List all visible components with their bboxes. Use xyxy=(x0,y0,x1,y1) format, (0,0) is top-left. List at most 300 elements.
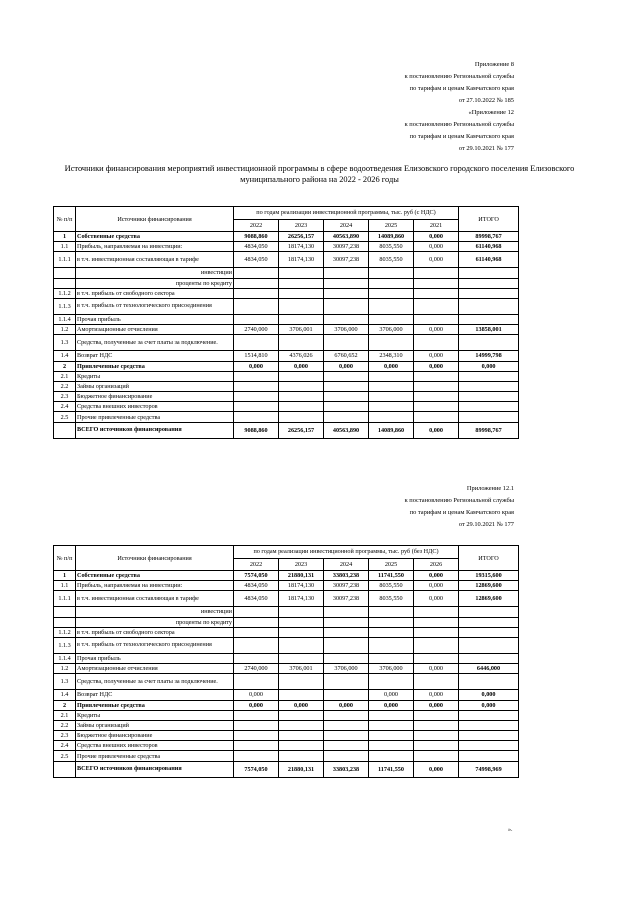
table-row xyxy=(54,761,519,777)
total-cell: 61140,968 xyxy=(459,242,519,252)
value-cell xyxy=(279,653,324,663)
total-cell xyxy=(459,298,519,314)
year-cell: 2024 xyxy=(324,219,369,232)
value-cell xyxy=(279,741,324,751)
value-cell xyxy=(279,278,324,288)
value-cell xyxy=(414,381,459,391)
total-cell xyxy=(459,314,519,324)
total-cell xyxy=(459,381,519,391)
value-cell xyxy=(279,314,324,324)
row-label: Амортизационные отчисления xyxy=(76,325,234,335)
total-cell xyxy=(459,371,519,381)
total-cell xyxy=(459,674,519,690)
row-label: в т.ч. прибыль от свободного сектора xyxy=(76,288,234,298)
row-number: 1.1.4 xyxy=(54,314,76,324)
value-cell xyxy=(369,335,414,351)
row-label: в т.ч. инвестиционная составляющая в тарифе xyxy=(76,591,234,607)
total-cell xyxy=(459,637,519,653)
value-cell xyxy=(369,412,414,422)
value-cell xyxy=(369,314,414,324)
row-number: 2.4 xyxy=(54,741,76,751)
value-cell: 0,000 xyxy=(414,761,459,777)
value-cell xyxy=(279,371,324,381)
total-cell xyxy=(459,288,519,298)
value-cell: 3706,001 xyxy=(279,325,324,335)
value-cell xyxy=(369,617,414,627)
value-cell xyxy=(324,627,369,637)
value-cell xyxy=(234,371,279,381)
header-line: Приложение 12.1 xyxy=(466,485,514,492)
value-cell xyxy=(369,371,414,381)
value-cell: 18174,130 xyxy=(279,591,324,607)
total-cell: 74998,969 xyxy=(459,761,519,777)
row-number: 1.1.3 xyxy=(54,637,76,653)
value-cell: 33803,238 xyxy=(324,761,369,777)
value-cell xyxy=(414,278,459,288)
row-label: проценты по кредиту xyxy=(76,278,234,288)
row-label: Прочие привлеченные средства xyxy=(76,751,234,761)
value-cell xyxy=(369,637,414,653)
row-number: 2.2 xyxy=(54,381,76,391)
table-row xyxy=(54,664,519,674)
value-cell xyxy=(369,751,414,761)
value-cell: 0,000 xyxy=(414,571,459,581)
row-number: 2.1 xyxy=(54,710,76,720)
table-row xyxy=(54,314,519,324)
table-row xyxy=(54,617,519,627)
row-number: 1.2 xyxy=(54,325,76,335)
table-row xyxy=(54,700,519,710)
value-cell xyxy=(324,371,369,381)
value-cell xyxy=(279,392,324,402)
row-label: в т.ч. прибыль от свободного сектора xyxy=(76,627,234,637)
row-number: 1 xyxy=(54,232,76,242)
row-label: ВСЕГО источников финансирования xyxy=(76,761,234,777)
row-label: инвестиции xyxy=(76,268,234,278)
total-cell: 0,000 xyxy=(459,361,519,371)
row-label: Бюджетное финансирование xyxy=(76,392,234,402)
header-line: от 29.10.2021 № 177 xyxy=(458,521,514,528)
value-cell xyxy=(414,314,459,324)
header-col-total: ИТОГО xyxy=(459,207,519,232)
value-cell xyxy=(414,371,459,381)
value-cell xyxy=(279,710,324,720)
value-cell xyxy=(279,751,324,761)
total-cell xyxy=(459,710,519,720)
table-row xyxy=(54,402,519,412)
header-col-source: Источники финансирования xyxy=(76,207,234,232)
value-cell xyxy=(279,607,324,617)
total-cell: 13858,001 xyxy=(459,325,519,335)
total-cell: 0,000 xyxy=(459,700,519,710)
header-line: по тарифам и ценам Камчатского края xyxy=(409,85,514,92)
row-number: 1.1.4 xyxy=(54,653,76,663)
value-cell xyxy=(324,392,369,402)
appendix-header-8 xyxy=(405,59,514,155)
row-label: инвестиции xyxy=(76,607,234,617)
value-cell xyxy=(369,674,414,690)
value-cell xyxy=(414,268,459,278)
row-label: Привлеченные средства xyxy=(76,700,234,710)
value-cell xyxy=(234,751,279,761)
value-cell xyxy=(324,607,369,617)
year-cell: 2026 xyxy=(414,558,459,571)
row-label: Прочие привлеченные средства xyxy=(76,412,234,422)
row-label: Займы организаций xyxy=(76,720,234,730)
value-cell xyxy=(234,412,279,422)
row-label: Займы организаций xyxy=(76,381,234,391)
value-cell: 8035,550 xyxy=(369,242,414,252)
value-cell: 4834,050 xyxy=(234,252,279,268)
row-number: 1.1 xyxy=(54,581,76,591)
total-cell xyxy=(459,412,519,422)
value-cell xyxy=(324,268,369,278)
value-cell: 0,000 xyxy=(234,700,279,710)
value-cell: 30097,238 xyxy=(324,252,369,268)
total-cell xyxy=(459,268,519,278)
table-row xyxy=(54,381,519,391)
value-cell: 21880,131 xyxy=(279,571,324,581)
header-col-years: по годам реализации инвестиционной программы, тыс. руб (без НДС) xyxy=(234,546,459,559)
value-cell xyxy=(234,335,279,351)
value-cell xyxy=(414,298,459,314)
value-cell xyxy=(369,288,414,298)
total-cell xyxy=(459,653,519,663)
table-row xyxy=(54,581,519,591)
value-cell: 0,000 xyxy=(279,361,324,371)
value-cell: 11741,550 xyxy=(369,761,414,777)
table-row xyxy=(54,298,519,314)
total-cell xyxy=(459,741,519,751)
value-cell xyxy=(234,720,279,730)
value-cell: 8035,550 xyxy=(369,581,414,591)
value-cell: 0,000 xyxy=(234,361,279,371)
table-row xyxy=(54,637,519,653)
value-cell xyxy=(234,653,279,663)
table-row xyxy=(54,607,519,617)
table-row xyxy=(54,751,519,761)
table-row xyxy=(54,591,519,607)
value-cell: 21880,131 xyxy=(279,761,324,777)
value-cell: 0,000 xyxy=(369,700,414,710)
value-cell xyxy=(324,278,369,288)
value-cell: 6760,652 xyxy=(324,351,369,361)
value-cell: 0,000 xyxy=(414,232,459,242)
year-cell: 2025 xyxy=(369,219,414,232)
header-line: по тарифам и ценам Камчатского края xyxy=(409,133,514,140)
value-cell: 0,000 xyxy=(414,351,459,361)
table-row xyxy=(54,242,519,252)
total-cell: 61140,968 xyxy=(459,252,519,268)
value-cell: 18174,130 xyxy=(279,242,324,252)
value-cell: 0,000 xyxy=(414,422,459,438)
row-number: 1.4 xyxy=(54,351,76,361)
value-cell: 4834,050 xyxy=(234,581,279,591)
row-number: 1.1.1 xyxy=(54,591,76,607)
value-cell xyxy=(279,288,324,298)
value-cell xyxy=(324,710,369,720)
table-row xyxy=(54,412,519,422)
row-label: проценты по кредиту xyxy=(76,617,234,627)
value-cell: 0,000 xyxy=(369,690,414,700)
value-cell xyxy=(279,731,324,741)
value-cell xyxy=(324,653,369,663)
row-number xyxy=(54,761,76,777)
table-body xyxy=(54,207,519,439)
total-cell: 89998,767 xyxy=(459,422,519,438)
value-cell xyxy=(324,288,369,298)
value-cell xyxy=(234,617,279,627)
row-label: Собственные средства xyxy=(76,571,234,581)
value-cell xyxy=(234,314,279,324)
row-label: Средства внешних инвесторов xyxy=(76,741,234,751)
value-cell xyxy=(369,710,414,720)
header-col-number: № п/п xyxy=(54,207,76,232)
value-cell: 40563,890 xyxy=(324,232,369,242)
value-cell xyxy=(414,607,459,617)
value-cell: 4834,050 xyxy=(234,242,279,252)
value-cell xyxy=(324,690,369,700)
value-cell: 2348,310 xyxy=(369,351,414,361)
value-cell xyxy=(234,288,279,298)
header-col-source: Источники финансирования xyxy=(76,546,234,571)
value-cell xyxy=(369,607,414,617)
table-row xyxy=(54,335,519,351)
value-cell xyxy=(324,751,369,761)
value-cell xyxy=(234,607,279,617)
value-cell xyxy=(279,402,324,412)
table-row xyxy=(54,361,519,371)
row-label: в т.ч. прибыль от технологического присоединения xyxy=(76,298,234,314)
value-cell xyxy=(369,268,414,278)
value-cell xyxy=(279,335,324,351)
total-cell: 19315,600 xyxy=(459,571,519,581)
value-cell: 1514,810 xyxy=(234,351,279,361)
year-cell: 2022 xyxy=(234,558,279,571)
year-cell: 2021 xyxy=(414,219,459,232)
total-cell xyxy=(459,720,519,730)
value-cell: 4376,026 xyxy=(279,351,324,361)
total-cell xyxy=(459,607,519,617)
value-cell xyxy=(234,278,279,288)
value-cell: 8035,550 xyxy=(369,591,414,607)
row-label: Средства внешних инвесторов xyxy=(76,402,234,412)
value-cell xyxy=(234,627,279,637)
row-number: 2.4 xyxy=(54,402,76,412)
value-cell: 3706,000 xyxy=(324,325,369,335)
header-col-number: № п/п xyxy=(54,546,76,571)
row-number: 1.3 xyxy=(54,335,76,351)
header-line: по тарифам и ценам Камчатского края xyxy=(409,509,514,516)
value-cell xyxy=(324,720,369,730)
total-cell xyxy=(459,627,519,637)
value-cell xyxy=(234,402,279,412)
value-cell xyxy=(414,412,459,422)
value-cell xyxy=(414,402,459,412)
table-row xyxy=(54,710,519,720)
row-number: 1 xyxy=(54,571,76,581)
value-cell xyxy=(324,731,369,741)
value-cell xyxy=(414,720,459,730)
financing-table-with-vat xyxy=(53,206,519,439)
value-cell xyxy=(414,710,459,720)
table-row xyxy=(54,627,519,637)
total-cell: 6446,000 xyxy=(459,664,519,674)
value-cell: 3706,000 xyxy=(369,325,414,335)
row-number: 1.4 xyxy=(54,690,76,700)
value-cell: 0,000 xyxy=(414,252,459,268)
value-cell xyxy=(324,637,369,653)
value-cell: 0,000 xyxy=(414,581,459,591)
table-row xyxy=(54,288,519,298)
value-cell xyxy=(234,298,279,314)
row-number: 1.2 xyxy=(54,664,76,674)
value-cell: 11741,550 xyxy=(369,571,414,581)
year-cell: 2024 xyxy=(324,558,369,571)
table-row xyxy=(54,278,519,288)
value-cell xyxy=(324,617,369,627)
closing-quote-mark: ». xyxy=(508,827,513,833)
header-row xyxy=(54,207,519,220)
row-label: Кредиты xyxy=(76,710,234,720)
row-number: 2.3 xyxy=(54,731,76,741)
header-row xyxy=(54,546,519,559)
value-cell: 26256,157 xyxy=(279,422,324,438)
total-cell xyxy=(459,751,519,761)
row-number xyxy=(54,278,76,288)
row-label: Привлеченные средства xyxy=(76,361,234,371)
total-cell xyxy=(459,402,519,412)
value-cell: 30097,238 xyxy=(324,581,369,591)
value-cell xyxy=(369,402,414,412)
value-cell xyxy=(324,314,369,324)
value-cell: 0,000 xyxy=(324,361,369,371)
value-cell xyxy=(324,741,369,751)
value-cell xyxy=(279,381,324,391)
value-cell xyxy=(369,653,414,663)
row-number: 2.3 xyxy=(54,392,76,402)
value-cell: 14089,860 xyxy=(369,422,414,438)
row-label: в т.ч. инвестиционная составляющая в тарифе xyxy=(76,252,234,268)
total-cell xyxy=(459,335,519,351)
table-row xyxy=(54,731,519,741)
year-cell: 2022 xyxy=(234,219,279,232)
row-number: 2 xyxy=(54,700,76,710)
row-label: Собственные средства xyxy=(76,232,234,242)
value-cell xyxy=(279,412,324,422)
row-number: 2 xyxy=(54,361,76,371)
value-cell xyxy=(279,674,324,690)
value-cell xyxy=(279,720,324,730)
table-row xyxy=(54,422,519,438)
row-label: Прибыль, направляемая на инвестиции: xyxy=(76,581,234,591)
value-cell: 0,000 xyxy=(279,700,324,710)
value-cell: 0,000 xyxy=(414,591,459,607)
value-cell xyxy=(324,381,369,391)
value-cell xyxy=(279,637,324,653)
row-number: 1.1.2 xyxy=(54,627,76,637)
document-title: Источники финансирования мероприятий инвестиционной программы в сфере водоотведения Елизовского городского поселения Елизовского муниципального района на 2022 - 2026 годы xyxy=(64,164,575,184)
value-cell xyxy=(369,720,414,730)
table-row xyxy=(54,720,519,730)
value-cell xyxy=(414,674,459,690)
value-cell: 9088,860 xyxy=(234,422,279,438)
value-cell: 0,000 xyxy=(414,325,459,335)
total-cell: 89998,767 xyxy=(459,232,519,242)
row-number xyxy=(54,617,76,627)
value-cell xyxy=(234,637,279,653)
value-cell xyxy=(414,392,459,402)
table-row xyxy=(54,653,519,663)
header-col-years: по годам реализации инвестиционной программы, тыс. руб (с НДС) xyxy=(234,207,459,220)
value-cell xyxy=(369,731,414,741)
table-row xyxy=(54,268,519,278)
row-label: в т.ч. прибыль от технологического присоединения xyxy=(76,637,234,653)
table-row xyxy=(54,571,519,581)
table-body xyxy=(54,546,519,778)
value-cell xyxy=(414,751,459,761)
value-cell xyxy=(369,381,414,391)
value-cell xyxy=(324,412,369,422)
row-number: 2.5 xyxy=(54,412,76,422)
value-cell: 2740,000 xyxy=(234,664,279,674)
header-line: от 27.10.2022 № 185 xyxy=(458,97,514,104)
value-cell xyxy=(279,268,324,278)
row-number: 1.3 xyxy=(54,674,76,690)
row-number xyxy=(54,268,76,278)
value-cell xyxy=(234,268,279,278)
value-cell xyxy=(414,741,459,751)
row-number xyxy=(54,607,76,617)
table-row xyxy=(54,690,519,700)
year-cell: 2023 xyxy=(279,558,324,571)
value-cell: 2740,000 xyxy=(234,325,279,335)
table-row xyxy=(54,371,519,381)
header-col-total: ИТОГО xyxy=(459,546,519,571)
value-cell xyxy=(414,637,459,653)
value-cell xyxy=(414,617,459,627)
row-label: Прочая прибыль xyxy=(76,314,234,324)
header-line: от 29.10.2021 № 177 xyxy=(458,145,514,152)
row-label: ВСЕГО источников финансирования xyxy=(76,422,234,438)
value-cell xyxy=(414,288,459,298)
value-cell xyxy=(279,617,324,627)
value-cell xyxy=(279,627,324,637)
row-label: Прочая прибыль xyxy=(76,653,234,663)
value-cell xyxy=(414,653,459,663)
header-line: «Приложение 12 xyxy=(468,109,514,116)
value-cell xyxy=(279,298,324,314)
value-cell: 3706,000 xyxy=(324,664,369,674)
value-cell: 0,000 xyxy=(414,690,459,700)
row-number: 1.1 xyxy=(54,242,76,252)
table-row xyxy=(54,252,519,268)
total-cell: 0,000 xyxy=(459,690,519,700)
row-label: Возврат НДС xyxy=(76,351,234,361)
value-cell: 0,000 xyxy=(414,700,459,710)
value-cell xyxy=(234,710,279,720)
value-cell xyxy=(324,298,369,314)
row-number: 1.1.1 xyxy=(54,252,76,268)
row-label: Прибыль, направляемая на инвестиции: xyxy=(76,242,234,252)
value-cell: 40563,890 xyxy=(324,422,369,438)
row-label: Кредиты xyxy=(76,371,234,381)
total-cell: 14999,798 xyxy=(459,351,519,361)
row-label: Возврат НДС xyxy=(76,690,234,700)
value-cell: 30097,238 xyxy=(324,591,369,607)
appendix-header-12-1 xyxy=(405,483,514,531)
value-cell: 8035,550 xyxy=(369,252,414,268)
